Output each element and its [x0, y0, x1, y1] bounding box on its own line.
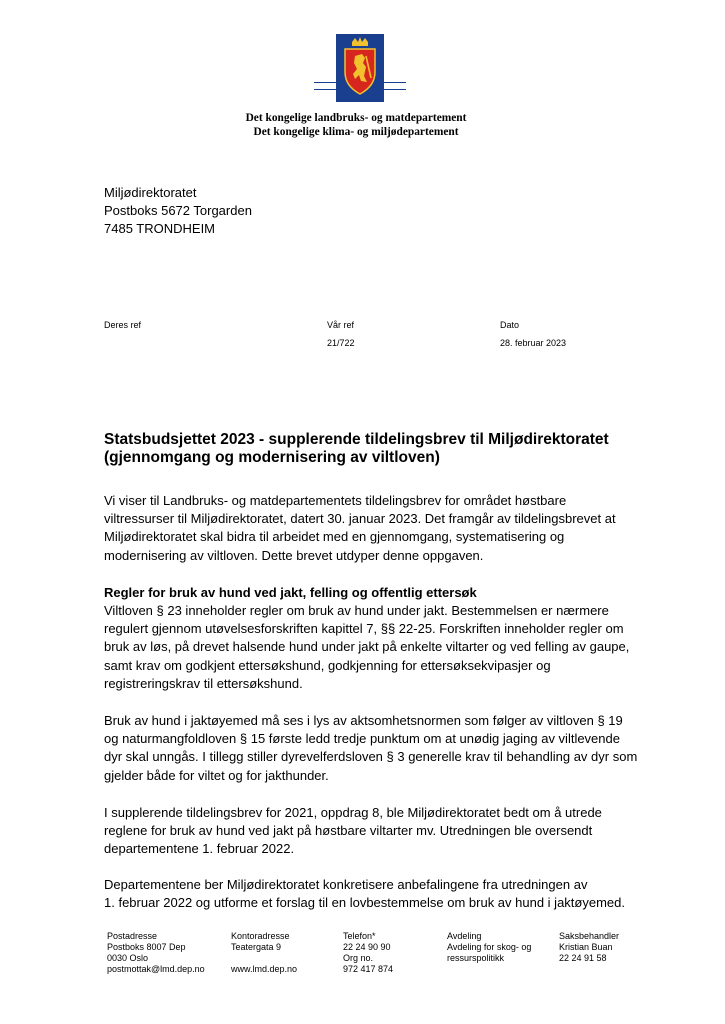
paragraph-3: [104, 712, 664, 785]
footer-text: Avdeling for skog- og: [447, 942, 532, 952]
footer-text: Teatergata 9: [231, 942, 282, 952]
footer-text: Org no.: [343, 953, 374, 963]
footer-case-officer: [559, 931, 619, 964]
footer-heading: Kontoradresse: [231, 931, 290, 941]
footer-text: 22 24 91 58: [559, 953, 607, 963]
paragraph-line: gjelder både for viltet og for jakthunder.: [104, 767, 329, 783]
footer-text: 0030 Oslo: [107, 953, 149, 963]
footer-text: ressurspolitikk: [447, 953, 505, 963]
recipient-name: Miljødirektoratet: [104, 185, 197, 200]
paragraph-line: samt krav om godkjent ettersøkshund, godkjenning for ettersøksekvipasjer og: [104, 657, 551, 673]
paragraph-line: regulert gjennom utøvelsesforskriften kapittel 7, §§ 22-25. Forskriften inneholder regler om: [104, 621, 624, 637]
paragraph-line: modernisering av viltloven. Dette brevet utdyper denne oppgaven.: [104, 547, 484, 563]
document-title-line1: Statsbudsjettet 2023 - supplerende tildelingsbrev til Miljødirektoratet: [104, 431, 609, 448]
deres-ref-label: Deres ref: [104, 320, 142, 330]
recipient-postbox: Postboks 5672 Torgarden: [104, 203, 252, 218]
paragraph-line: Viltloven § 23 inneholder regler om bruk av hund under jakt. Bestemmelsen er nærmere: [104, 603, 609, 618]
footer-text: [231, 953, 297, 964]
paragraph-4: [104, 804, 664, 859]
footer-heading: Telefon*: [343, 931, 376, 941]
footer-heading: Postadresse: [107, 931, 158, 941]
footer-text: Kristian Buan: [559, 942, 613, 952]
var-ref-label: Vår ref: [327, 320, 355, 330]
footer-phone: [343, 931, 393, 975]
footer-website-link[interactable]: www.lmd.dep.no: [231, 964, 298, 974]
section-heading: Regler for bruk av hund ved jakt, felling og offentlig ettersøk: [104, 585, 477, 600]
paragraph-line: dyr skal unngås. I tillegg stiller dyrevelferdsloven § 3 generelle krav til behandling av dyr som: [104, 749, 638, 765]
paragraph-2: [104, 602, 664, 693]
paragraph-1: [104, 492, 664, 565]
footer-heading: Avdeling: [447, 931, 482, 941]
footer-text: 972 417 874: [343, 964, 394, 974]
recipient-address: [104, 184, 252, 238]
paragraph-line: og naturmangfoldloven § 15 første ledd tredje punktum om at unødig jaging av viltlevende: [104, 731, 620, 747]
ministry-name-1: Det kongelige landbruks- og matdepartement: [245, 112, 467, 124]
footer-office-address: [231, 931, 297, 975]
paragraph-line: departementene 1. februar 2022.: [104, 841, 295, 857]
letterhead-crest: [314, 32, 406, 104]
paragraph-line: Bruk av hund i jaktøyemed må ses i lys av aktsomhetsnormen som følger av viltloven § 19: [104, 713, 623, 728]
paragraph-line: Vi viser til Landbruks- og matdepartementets tildelingsbrev for området høstbare: [104, 493, 567, 508]
norwegian-coat-of-arms-icon: [336, 34, 384, 102]
paragraph-5: [104, 876, 664, 912]
footer-text: Postboks 8007 Dep: [107, 942, 186, 952]
footer-department: [447, 931, 531, 964]
footer-heading: Saksbehandler: [559, 931, 620, 941]
paragraph-line: 1. februar 2022 og utforme et forslag til en lovbestemmelse om bruk av hund i jaktøyemed.: [104, 895, 625, 911]
footer-email-link[interactable]: postmottak@lmd.dep.no: [107, 964, 205, 974]
ministry-name-2: Det kongelige klima- og miljødepartement: [253, 126, 459, 138]
paragraph-line: registreringskrav til ettersøkshund.: [104, 675, 303, 691]
paragraph-line: I supplerende tildelingsbrev for 2021, oppdrag 8, ble Miljødirektoratet bedt om å utrede: [104, 805, 602, 820]
var-ref-value: 21/722: [327, 338, 355, 348]
document-title: [104, 431, 684, 467]
dato-value: 28. februar 2023: [500, 338, 567, 348]
paragraph-line: viltressurser til Miljødirektoratet, datert 30. januar 2023. Det framgår av tildelingsbrevet at: [104, 511, 616, 527]
dato-label: Dato: [500, 320, 520, 330]
footer-postal-address: [107, 931, 205, 975]
footer-text: 22 24 90 90: [343, 942, 391, 952]
paragraph-line: reglene for bruk av hund ved jakt på høstbare viltarter mv. Utredningen ble oversendt: [104, 823, 593, 839]
paragraph-line: Departementene ber Miljødirektoratet konkretisere anbefalingene fra utredningen av: [104, 877, 588, 892]
recipient-city: 7485 TRONDHEIM: [104, 221, 216, 236]
document-title-line2: (gjennomgang og modernisering av viltloven): [104, 449, 440, 466]
paragraph-line: bruk av løs, på drevet halsende hund under jakt på enkelte viltarter og ved felling av gaupe,: [104, 639, 630, 655]
paragraph-line: Miljødirektoratet skal bidra til arbeidet med en gjennomgang, systematisering og: [104, 529, 565, 545]
